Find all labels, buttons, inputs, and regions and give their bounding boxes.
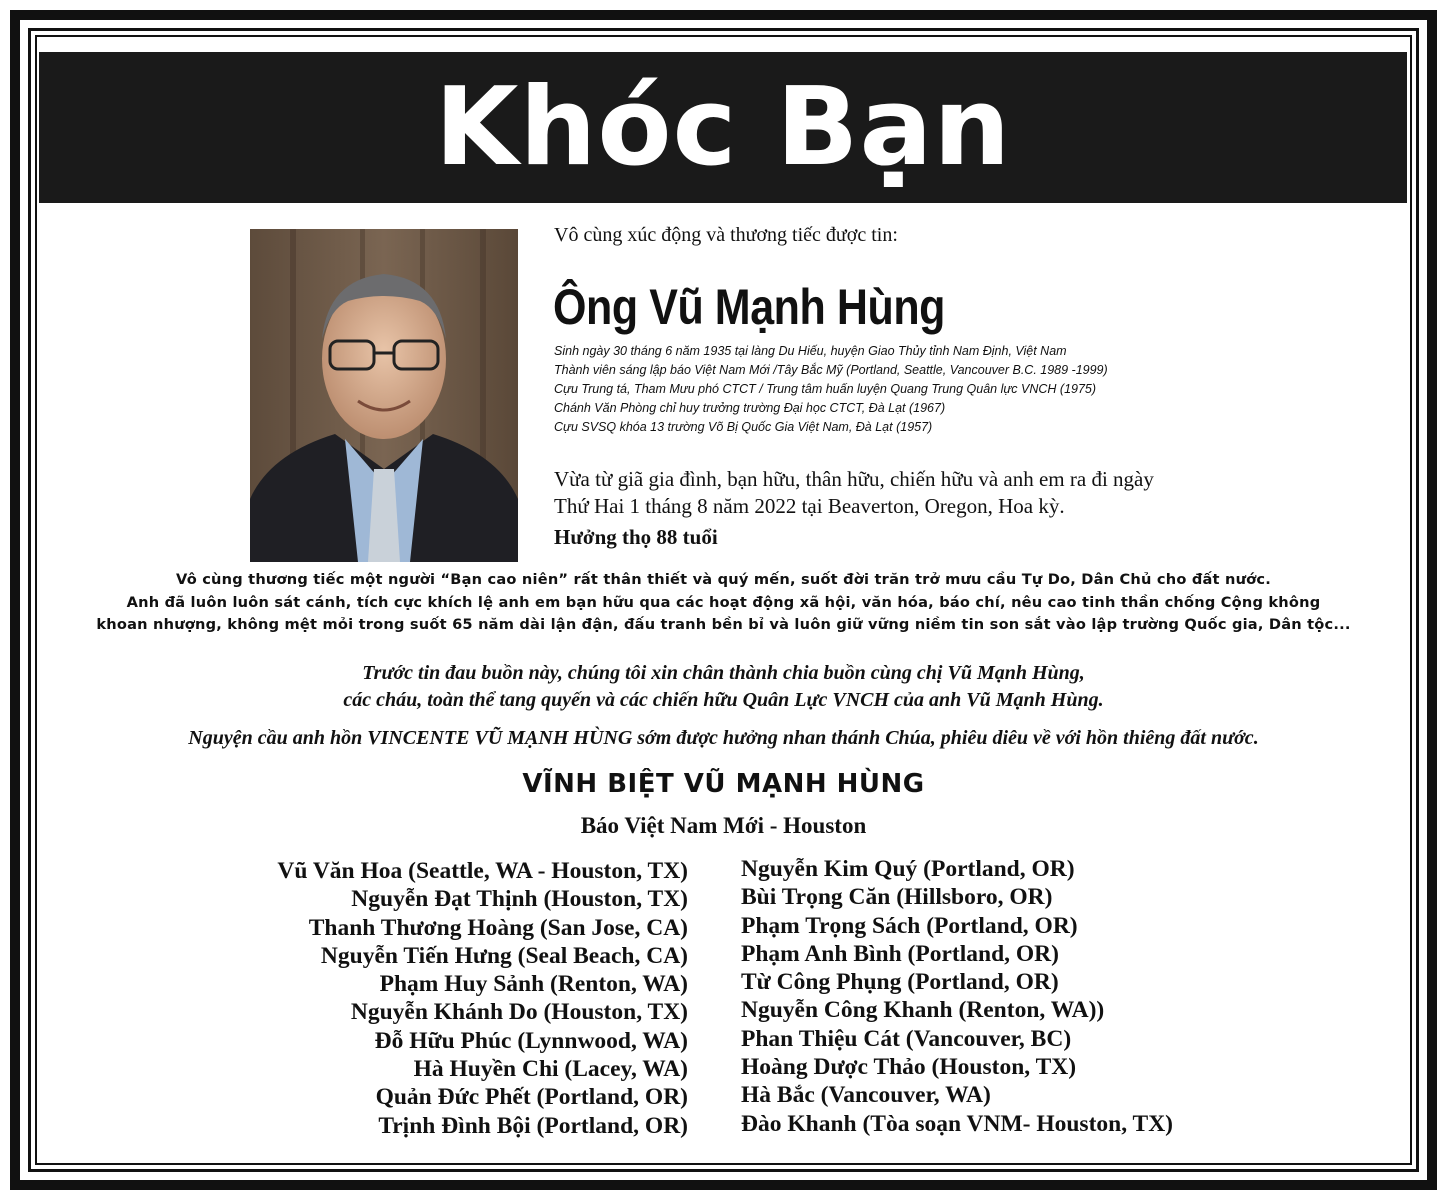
condolence-message	[60, 660, 1387, 714]
signer-name: Quản Đức Phết (Portland, OR)	[375, 1084, 688, 1111]
signer-name: Nguyễn Khánh Do (Houston, TX)	[350, 999, 688, 1026]
signer-name: Đào Khanh (Tòa soạn VNM- Houston, TX)	[741, 1110, 1174, 1137]
signer-name: Phan Thiệu Cát (Vancouver, BC)	[741, 1025, 1072, 1052]
signer-name: Vũ Văn Hoa (Seattle, WA - Houston, TX)	[277, 858, 688, 884]
passing-line: Vừa từ giã gia đình, bạn hữu, thân hữu, chiến hữu và anh em ra đi ngày	[554, 467, 1154, 491]
signer-name: Nguyễn Kim Quý (Portland, OR)	[741, 856, 1075, 882]
signer-name: Phạm Trọng Sách (Portland, OR)	[741, 912, 1078, 939]
passing-notice	[554, 466, 1254, 520]
passing-line: Thứ Hai 1 tháng 8 năm 2022 tại Beaverton, Oregon, Hoa kỳ.	[554, 494, 1065, 518]
condolence-line: các cháu, toàn thể tang quyến và các chiến hữu Quân Lực VNCH của anh Vũ Mạnh Hùng.	[343, 689, 1104, 711]
bio-line: Sinh ngày 30 tháng 6 năm 1935 tại làng Du Hiếu, huyện Giao Thủy tỉnh Nam Định, Việt Nam	[554, 344, 1067, 358]
organization-name: Báo Việt Nam Mới - Houston	[580, 813, 867, 838]
tribute-paragraph	[60, 569, 1387, 637]
signer-name: Trịnh Đình Bội (Portland, OR)	[378, 1112, 688, 1139]
signers-left-column	[180, 857, 688, 1140]
intro-text: Vô cùng xúc động và thương tiếc được tin:	[554, 224, 898, 246]
deceased-name: Ông Vũ Mạnh Hùng	[553, 279, 946, 335]
signer-name: Bùi Trọng Căn (Hillsboro, OR)	[741, 884, 1053, 911]
tribute-line: Vô cùng thương tiếc một người “Bạn cao niên” rất thân thiết và quý mến, suốt đời trăn trở mưu cầu Tự Do, Dân Chủ cho đất nước.	[176, 571, 1271, 588]
signer-name: Phạm Anh Bình (Portland, OR)	[741, 940, 1059, 967]
bio-line: Thành viên sáng lập báo Việt Nam Mới /Tây Bắc Mỹ (Portland, Seattle, Vancouver B.C. 1989 -1999)	[554, 363, 1108, 377]
portrait-illustration	[250, 229, 518, 562]
signers-right-column	[741, 855, 1301, 1138]
signer-name: Nguyễn Tiến Hưng (Seal Beach, CA)	[320, 942, 688, 969]
tribute-line: khoan nhượng, không mệt mỏi trong suốt 65 năm dài lận đận, đấu tranh bền bỉ và luôn giữ vững niềm tin son sắt vào lập trường Quốc gia, Dân tộc...	[96, 616, 1351, 633]
farewell-heading: VĨNH BIỆT VŨ MẠNH HÙNG	[522, 769, 925, 799]
bio-line: Cựu Trung tá, Tham Mưu phó CTCT / Trung tâm huấn luyện Quang Trung Quân lực VNCH (1975)	[554, 382, 1097, 396]
age-text: Hưởng thọ 88 tuổi	[554, 525, 718, 549]
bio-line: Cựu SVSQ khóa 13 trường Võ Bị Quốc Gia Việt Nam, Đà Lạt (1957)	[554, 420, 933, 434]
signer-name: Hà Huyền Chi (Lacey, WA)	[413, 1056, 688, 1083]
signer-name: Phạm Huy Sảnh (Renton, WA)	[379, 971, 688, 998]
biography-list	[554, 342, 1108, 437]
signer-name: Thanh Thương Hoàng (San Jose, CA)	[308, 914, 688, 941]
page-title: Khóc Bạn	[434, 64, 1012, 190]
bio-line: Chánh Văn Phòng chỉ huy trưởng trường Đại học CTCT, Đà Lạt (1967)	[554, 401, 946, 415]
signer-name: Nguyễn Công Khanh (Renton, WA))	[741, 997, 1105, 1024]
tribute-line: Anh đã luôn luôn sát cánh, tích cực khích lệ anh em bạn hữu qua các hoạt động xã hội, văn hóa, báo chí, nêu cao tinh thần chống Cộng không	[126, 593, 1321, 611]
signer-name: Từ Công Phụng (Portland, OR)	[741, 969, 1059, 996]
portrait-photo	[250, 229, 518, 562]
title-banner	[39, 52, 1407, 203]
signer-name: Hoàng Dược Thảo (Houston, TX)	[741, 1054, 1077, 1081]
signer-name: Hà Bắc (Vancouver, WA)	[741, 1082, 991, 1109]
signer-name: Nguyễn Đạt Thịnh (Houston, TX)	[351, 886, 688, 913]
condolence-line: Trước tin đau buồn này, chúng tôi xin chân thành chia buồn cùng chị Vũ Mạnh Hùng,	[362, 662, 1085, 684]
prayer-text: Nguyện cầu anh hồn VINCENTE VŨ MẠNH HÙNG sớm được hưởng nhan thánh Chúa, phiêu diêu về với hồn thiêng đất nước.	[188, 727, 1259, 749]
signer-name: Đỗ Hữu Phúc (Lynnwood, WA)	[374, 1027, 688, 1054]
